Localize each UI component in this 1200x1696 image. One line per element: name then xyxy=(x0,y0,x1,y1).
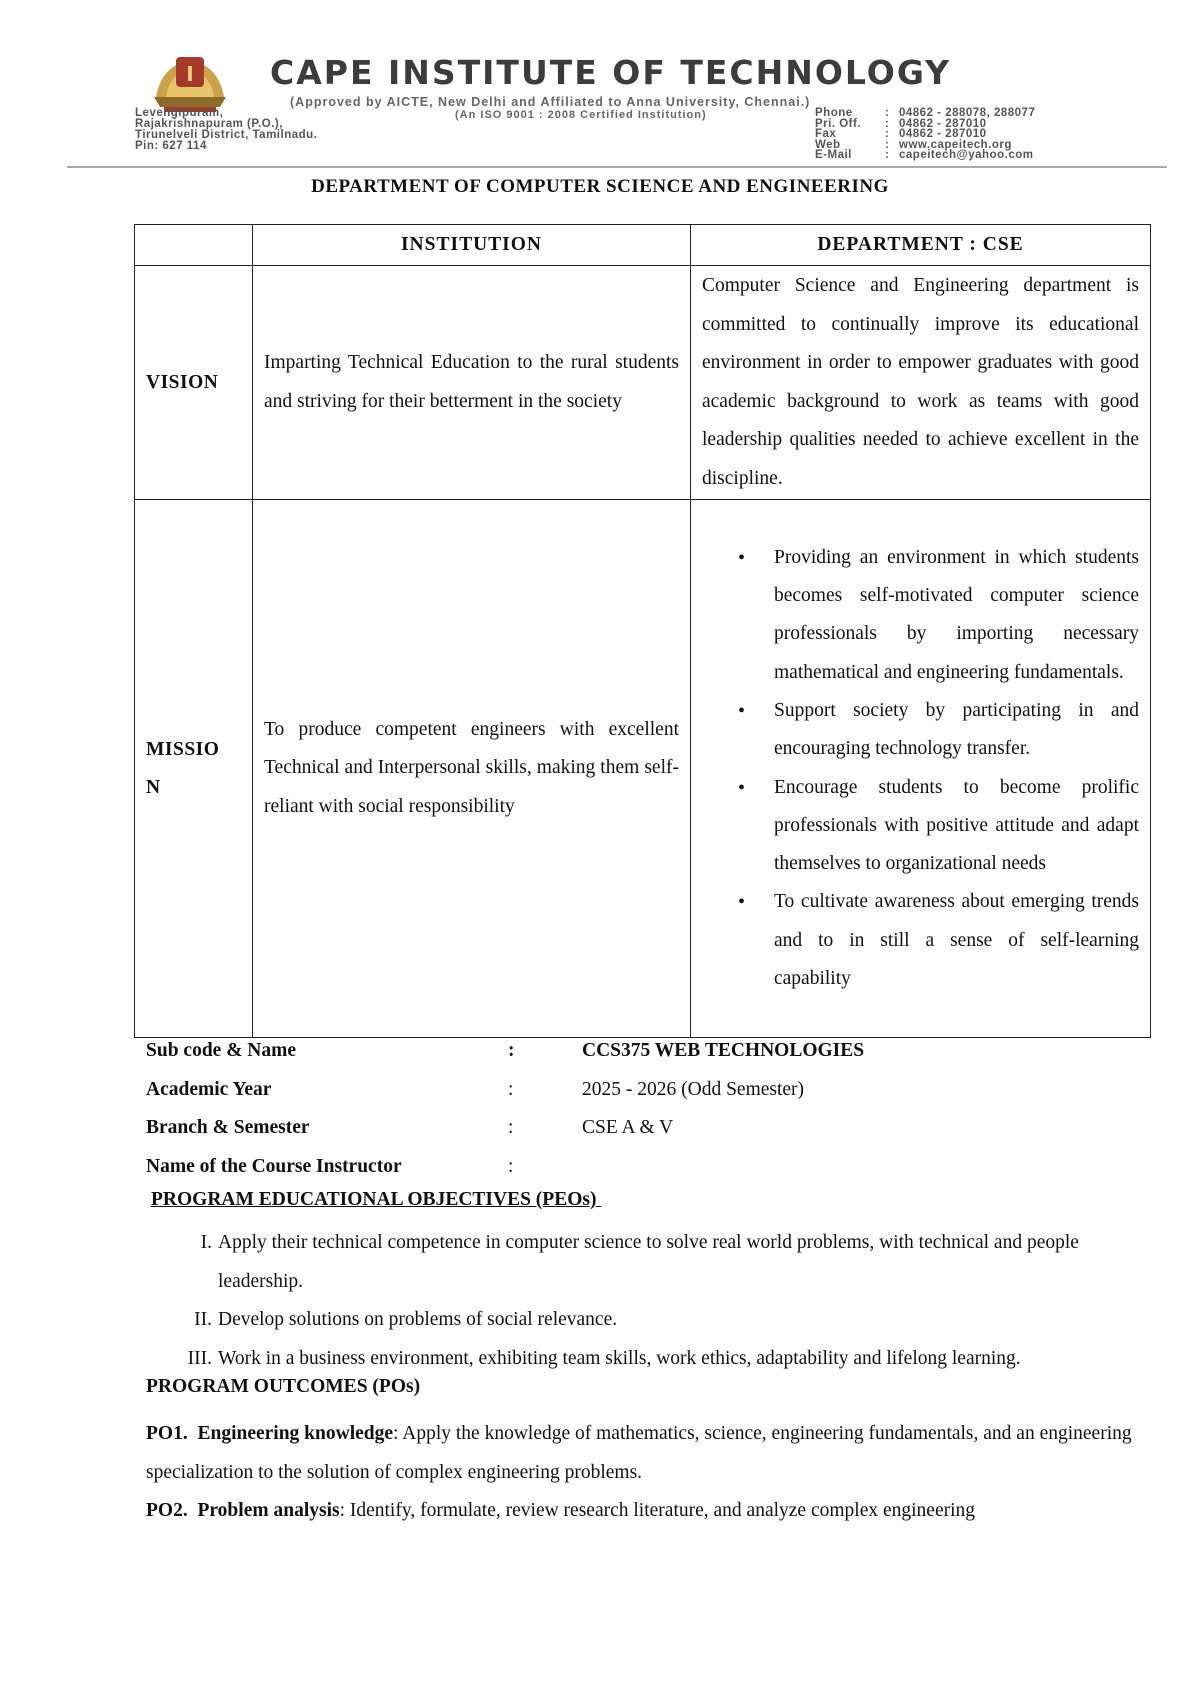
address-line: Rajakrishnapuram (P.O.), xyxy=(135,118,283,130)
vision-label: VISION xyxy=(146,371,219,393)
table-header-row xyxy=(135,225,1151,266)
svg-text:I: I xyxy=(186,62,194,86)
list-item: • Support society by participating in and encouraging technology transfer. xyxy=(774,692,1139,769)
address-line: Pin: 627 114 xyxy=(135,140,207,152)
vision-institution: Imparting Technical Education to the rural students and striving for their betterment in the society xyxy=(264,352,679,412)
list-item: III. Work in a business environment, exhibiting team skills, work ethics, adaptability and lifelong learning. xyxy=(187,1347,1021,1369)
mission-institution: To produce competent engineers with excellent Technical and Interpersonal skills, making them self-reliant with social responsibility xyxy=(264,718,679,817)
institute-logo-icon xyxy=(150,53,230,115)
contact-row: Phone : 04862 - 288078, 288077 xyxy=(815,107,1036,119)
list-item: • Providing an environment in which students becomes self-motivated computer science professionals by importing necessary mathematical and engineering fundamentals. xyxy=(774,539,1139,692)
vision-department: Computer Science and Engineering department is committed to continually improve its educational environment in order to empower graduates with good academic background to work as teams with good leadership qualities needed to achieve excellent in the discipline. xyxy=(702,275,1139,489)
vision-mission-table xyxy=(134,224,1151,1038)
vision-row xyxy=(135,266,1151,500)
letterhead-divider xyxy=(67,166,1167,168)
mission-label: MISSIO N xyxy=(146,738,220,798)
institute-name: CAPE INSTITUTE OF TECHNOLOGY xyxy=(270,53,952,92)
approval-line: (Approved by AICTE, New Delhi and Affiliated to Anna University, Chennai.) xyxy=(290,95,811,109)
po-list xyxy=(146,1415,1146,1531)
iso-line: (An ISO 9001 : 2008 Certified Institution) xyxy=(455,109,707,121)
contact-row: Web : www.capeitech.org xyxy=(815,138,1012,151)
address-line: Tirunelveli District, Tamilnadu. xyxy=(135,129,318,141)
peo-heading: PROGRAM EDUCATIONAL OBJECTIVES (PEOs) xyxy=(151,1189,602,1210)
department-title: DEPARTMENT OF COMPUTER SCIENCE AND ENGINEERING xyxy=(311,176,889,197)
list-item: PO1. Engineering knowledge: Apply the knowledge of mathematics, science, engineering fundamentals, and an engineering specialization to the solution of complex engineering problems. xyxy=(146,1423,1132,1483)
address-block xyxy=(135,108,317,152)
contact-row: Fax : 04862 - 287010 xyxy=(815,128,987,140)
mission-row xyxy=(135,500,1151,1038)
mission-department-list xyxy=(692,539,1149,999)
header-department: DEPARTMENT : CSE xyxy=(691,225,1151,266)
po-heading: PROGRAM OUTCOMES (POs) xyxy=(146,1376,421,1397)
header-institution: INSTITUTION xyxy=(253,225,691,266)
list-item: PO2. Problem analysis: Identify, formulate, review research literature, and analyze complex engineering xyxy=(146,1500,976,1521)
contact-block xyxy=(815,108,1035,161)
letterhead xyxy=(55,45,1170,170)
contact-row: E-Mail : capeitech@yahoo.com xyxy=(815,149,1034,161)
contact-row: Pri. Off. : 04862 - 287010 xyxy=(815,117,987,130)
address-line: Levengipuram, xyxy=(135,107,224,119)
list-item: • Encourage students to become prolific professionals with positive attitude and adapt themselves to organizational needs xyxy=(774,769,1139,884)
peo-list xyxy=(146,1224,1146,1378)
list-item: II. Develop solutions on problems of social relevance. xyxy=(194,1309,618,1330)
list-item: I. Apply their technical competence in computer science to solve real world problems, with technical and people leadership. xyxy=(200,1232,1079,1292)
list-item: • To cultivate awareness about emerging trends and to in still a sense of self-learning capability xyxy=(774,883,1139,998)
